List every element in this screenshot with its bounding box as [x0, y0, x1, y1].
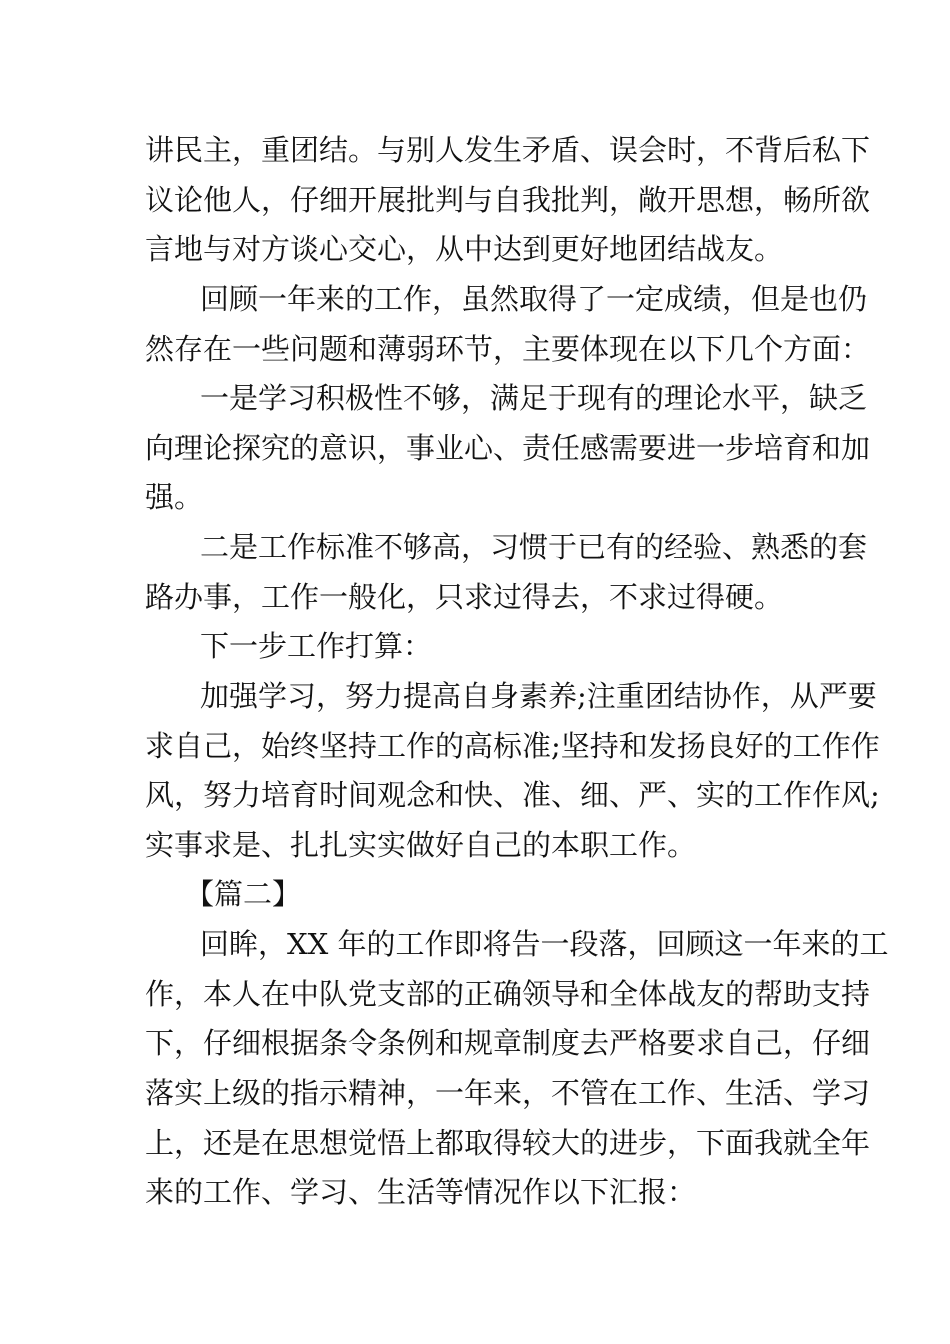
chapter-heading: 【篇二】 [185, 877, 302, 911]
paragraph-line: 实事求是、扎扎实实做好自己的本职工作。 [145, 828, 697, 862]
paragraph-line: 风，努力培育时间观念和快、准、细、严、实的工作作风; [145, 778, 880, 812]
paragraph-line: 一是学习积极性不够，满足于现有的理论水平，缺乏 [200, 381, 868, 415]
paragraph-line: 回顾一年来的工作，虽然取得了一定成绩，但是也仍 [200, 282, 868, 316]
paragraph-line: 下，仔细根据条令条例和规章制度去严格要求自己，仔细 [145, 1026, 871, 1060]
paragraph-line: 向理论探究的意识，事业心、责任感需要进一步培育和加 [145, 431, 871, 465]
paragraph-line: 路办事，工作一般化，只求过得去，不求过得硬。 [145, 580, 784, 614]
paragraph-line: 落实上级的指示精神，一年来，不管在工作、生活、学习 [145, 1076, 871, 1110]
paragraph-line: 上，还是在思想觉悟上都取得较大的进步，下面我就全年 [145, 1126, 871, 1160]
paragraph-line: 求自己，始终坚持工作的高标准;坚持和发扬良好的工作作 [145, 729, 880, 763]
paragraph-line: 议论他人，仔细开展批判与自我批判，敞开思想，畅所欲 [145, 183, 871, 217]
paragraph-line: 来的工作、学习、生活等情况作以下汇报： [145, 1175, 697, 1209]
paragraph-line: 加强学习，努力提高自身素养;注重团结协作，从严要 [200, 679, 877, 713]
paragraph-line: 作，本人在中队党支部的正确领导和全体战友的帮助支持 [145, 977, 871, 1011]
paragraph-line: 强。 [145, 480, 204, 514]
paragraph-line: 然存在一些问题和薄弱环节，主要体现在以下几个方面： [145, 332, 871, 366]
paragraph-line: 二是工作标准不够高，习惯于已有的经验、熟悉的套 [200, 530, 868, 564]
paragraph-line: 讲民主，重团结。与别人发生矛盾、误会时，不背后私下 [145, 133, 871, 167]
paragraph-line: 言地与对方谈心交心，从中达到更好地团结战友。 [145, 232, 784, 266]
section-heading: 下一步工作打算： [200, 629, 433, 663]
paragraph-line: 回眸，XX 年的工作即将告一段落，回顾这一年来的工 [200, 927, 889, 961]
